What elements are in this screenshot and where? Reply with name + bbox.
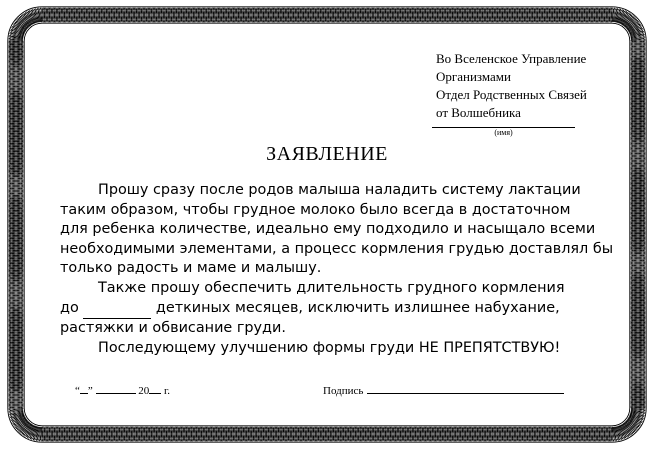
day-blank[interactable] (80, 383, 88, 394)
signature-field (323, 383, 564, 397)
months-suffix: деткиных месяцев, исключить излишнее набухание, (155, 299, 560, 316)
body-line: Также прошу обеспечить длительность грудного кормления (98, 279, 565, 296)
date-close-quote: ” (87, 385, 93, 397)
year-suffix: г. (164, 385, 171, 397)
year-prefix: 20 (138, 385, 150, 397)
date-open-quote: “ (75, 385, 80, 397)
document-title: ЗАЯВЛЕНИЕ (266, 143, 388, 165)
addressee-line: Отдел Родственных Связей (436, 87, 587, 102)
body-line: растяжки и обвисание груди. (60, 320, 286, 337)
addressee-line: от Волшебника (436, 105, 521, 120)
body-line: необходимыми элементами, а процесс кормления грудью доставлял бы (60, 240, 614, 257)
signature-label: Подпись (323, 385, 364, 397)
body-line-with-blank (60, 299, 620, 320)
body-line: только радость и маме и малышу. (60, 260, 322, 277)
body-line: таким образом, чтобы грудное молоко было всегда в достаточном (60, 201, 571, 218)
addressee-block (436, 50, 587, 122)
body-line: Прошу сразу после родов малыша наладить систему лактации (98, 182, 581, 198)
body-line: Последующему улучшению формы груди НЕ ПРЕПЯТСТВУЮ! (98, 339, 561, 356)
name-caption: (имя) (494, 128, 513, 137)
addressee-line: Организмами (436, 69, 511, 84)
date-field (75, 383, 170, 397)
addressee-line: Во Вселенское Управление (436, 51, 587, 66)
signature-blank[interactable] (367, 383, 564, 394)
month-blank[interactable] (96, 383, 136, 394)
statement-body (60, 181, 620, 358)
months-blank-field[interactable] (83, 299, 151, 320)
year-blank[interactable] (149, 383, 161, 394)
body-line: для ребенка количестве, идеально ему подходило и насыщало всеми (60, 221, 596, 238)
months-prefix: до (60, 299, 79, 316)
